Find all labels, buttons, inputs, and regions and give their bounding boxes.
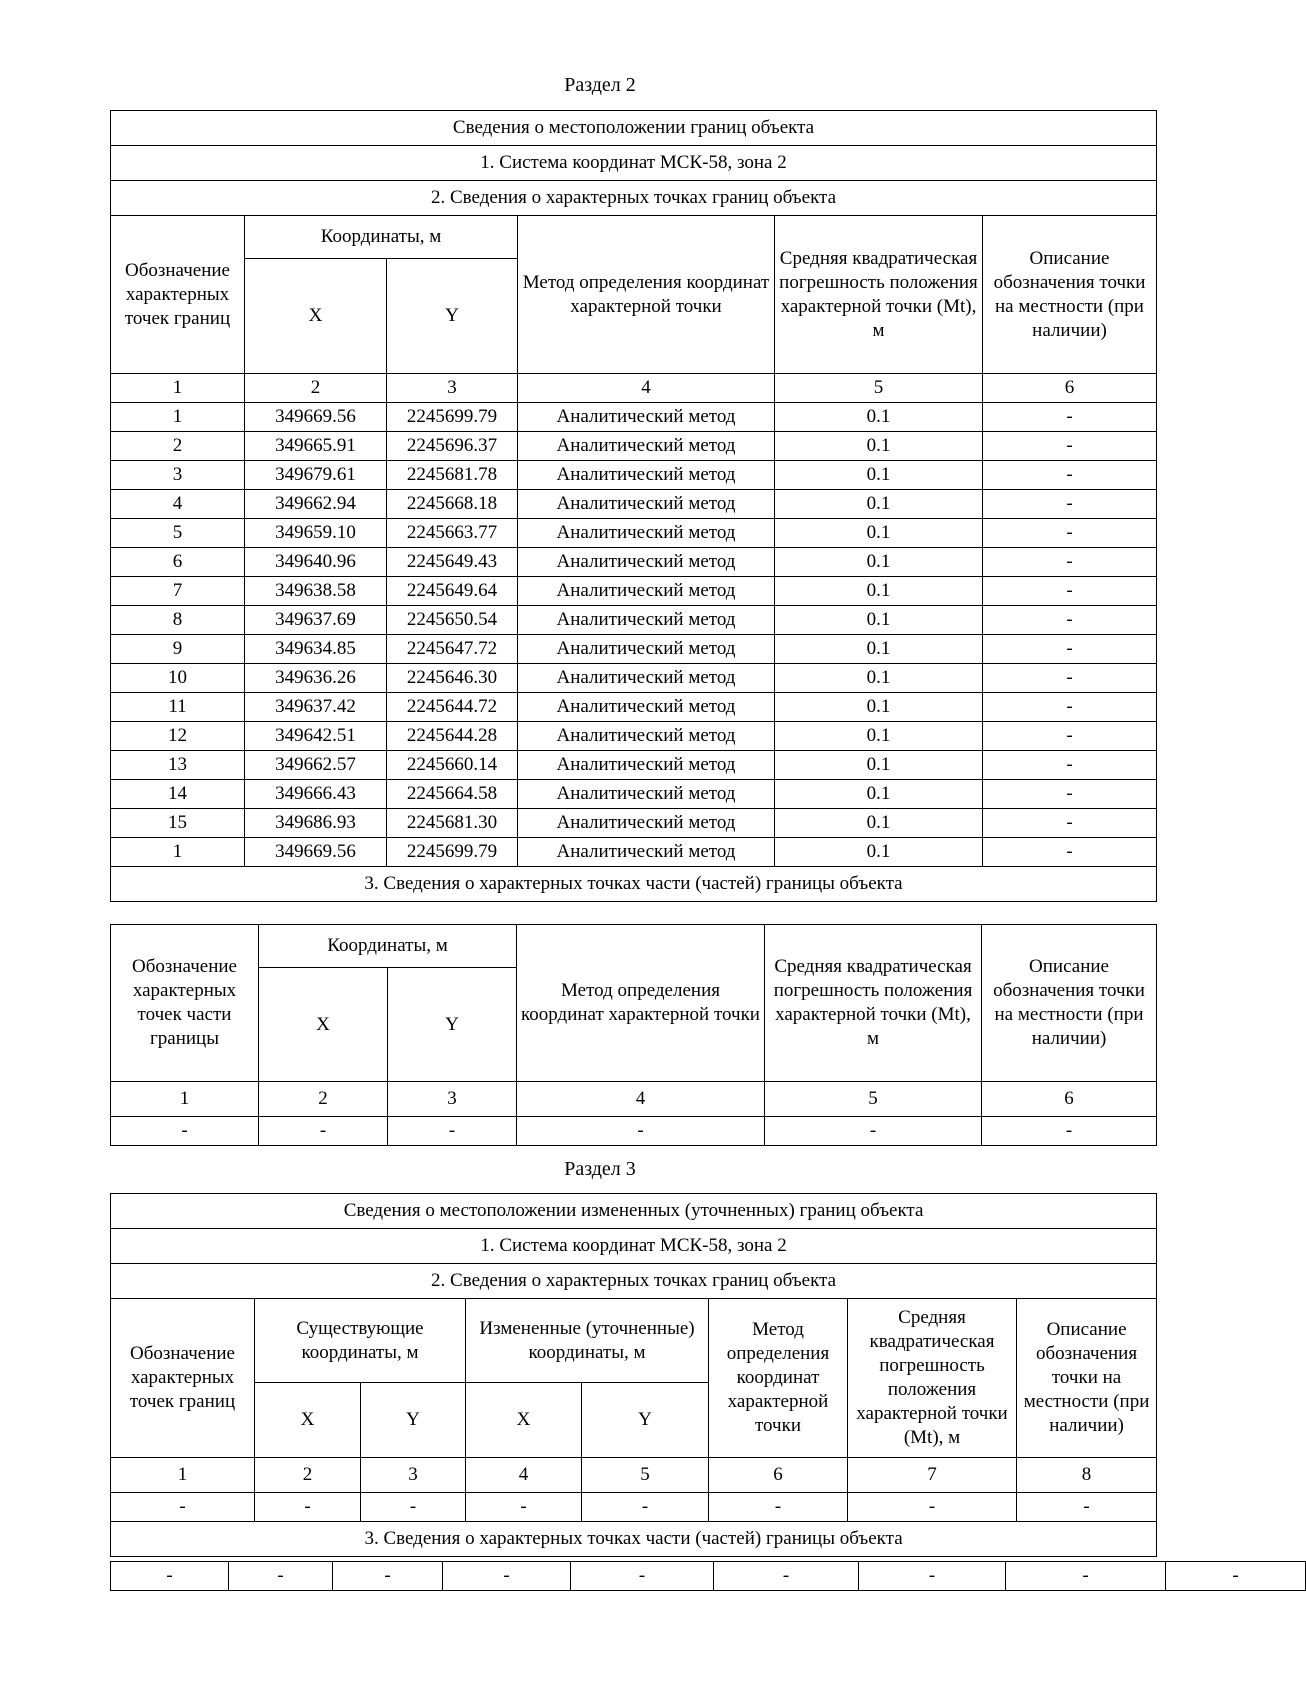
section-3-coord-system: 1. Система координат МСК-58, зона 2 [111,1229,1157,1264]
coord-y: 2245649.43 [387,548,518,577]
s3-cell: - [361,1493,466,1522]
table-row [111,461,1157,490]
s3-part-cell: - [859,1562,1006,1591]
s3-part-cell: - [443,1562,571,1591]
table-row [111,606,1157,635]
table-row [111,809,1157,838]
s3-col-number: 5 [582,1458,709,1493]
s3-header-x-changed: X [466,1383,582,1458]
description: - [983,780,1157,809]
coord-y: 2245699.79 [387,838,518,867]
method: Аналитический метод [518,490,775,519]
header-y: Y [387,259,518,374]
section-2-coord-system: 1. Система координат МСК-58, зона 2 [111,146,1157,181]
description: - [983,403,1157,432]
method: Аналитический метод [518,606,775,635]
point-id: 10 [111,664,245,693]
part-col-number: 6 [982,1082,1157,1117]
coord-y: 2245681.30 [387,809,518,838]
table-row [111,403,1157,432]
table-row [111,838,1157,867]
coord-y: 2245646.30 [387,664,518,693]
s3-part-cell: - [571,1562,714,1591]
s3-header-y-existing: Y [361,1383,466,1458]
s3-col-number: 1 [111,1458,255,1493]
part-cell: - [111,1117,259,1146]
method: Аналитический метод [518,548,775,577]
s3-col-number: 7 [848,1458,1017,1493]
part-col-number: 4 [517,1082,765,1117]
mt-error: 0.1 [775,780,983,809]
description: - [983,606,1157,635]
col-number: 4 [518,374,775,403]
coord-x: 349665.91 [245,432,387,461]
coord-y: 2245681.78 [387,461,518,490]
mt-error: 0.1 [775,519,983,548]
coord-y: 2245699.79 [387,403,518,432]
table-row [111,635,1157,664]
description: - [983,664,1157,693]
s3-cell: - [709,1493,848,1522]
coord-x: 349662.57 [245,751,387,780]
coord-y: 2245664.58 [387,780,518,809]
s3-col-number: 8 [1017,1458,1157,1493]
method: Аналитический метод [518,838,775,867]
section-2-part-table [110,924,1157,1146]
method: Аналитический метод [518,809,775,838]
description: - [983,751,1157,780]
col-number: 5 [775,374,983,403]
header-x: X [245,259,387,374]
coord-x: 349666.43 [245,780,387,809]
s3-cell: - [848,1493,1017,1522]
col-number: 1 [111,374,245,403]
coord-y: 2245663.77 [387,519,518,548]
s3-col-number: 3 [361,1458,466,1493]
coord-x: 349638.58 [245,577,387,606]
point-id: 15 [111,809,245,838]
part-cell: - [765,1117,982,1146]
s3-cell: - [111,1493,255,1522]
point-id: 14 [111,780,245,809]
coord-x: 349669.56 [245,403,387,432]
s3-header-error: Средняя квадратическая погрешность положения характерной точки (Mt), м [848,1299,1017,1458]
section-2-table [110,110,1157,902]
mt-error: 0.1 [775,838,983,867]
header-coords: Координаты, м [245,216,518,259]
coord-y: 2245644.28 [387,722,518,751]
coord-y: 2245644.72 [387,693,518,722]
part-header-coords: Координаты, м [259,925,517,968]
header-designation: Обозначение характерных точек границ [111,216,245,374]
method: Аналитический метод [518,461,775,490]
table-row [111,490,1157,519]
section-3-title: Раздел 3 [564,1158,636,1180]
col-number: 3 [387,374,518,403]
coord-x: 349634.85 [245,635,387,664]
section-2-caption: Сведения о местоположении границ объекта [111,111,1157,146]
s3-header-method: Метод определения координат характерной точки [709,1299,848,1458]
method: Аналитический метод [518,780,775,809]
coord-x: 349637.42 [245,693,387,722]
s3-part-cell: - [333,1562,443,1591]
header-error: Средняя квадратическая погрешность положения характерной точки (Mt), м [775,216,983,374]
description: - [983,490,1157,519]
part-header-y: Y [388,968,517,1082]
mt-error: 0.1 [775,461,983,490]
coord-y: 2245668.18 [387,490,518,519]
part-header-method: Метод определения координат характерной точки [517,925,765,1082]
point-id: 9 [111,635,245,664]
coord-x: 349642.51 [245,722,387,751]
section-3-part-table [110,1561,1306,1591]
point-id: 4 [111,490,245,519]
s3-cell: - [255,1493,361,1522]
description: - [983,693,1157,722]
description: - [983,809,1157,838]
part-cell: - [388,1117,517,1146]
s3-col-number: 2 [255,1458,361,1493]
point-id: 2 [111,432,245,461]
s3-cell: - [1017,1493,1157,1522]
mt-error: 0.1 [775,693,983,722]
part-cell: - [982,1117,1157,1146]
part-col-number: 2 [259,1082,388,1117]
method: Аналитический метод [518,722,775,751]
point-id: 7 [111,577,245,606]
description: - [983,838,1157,867]
section-3-part-title: 3. Сведения о характерных точках части (частей) границы объекта [111,1522,1157,1557]
part-cell: - [517,1117,765,1146]
mt-error: 0.1 [775,664,983,693]
table-row [111,780,1157,809]
method: Аналитический метод [518,432,775,461]
s3-part-cell: - [714,1562,859,1591]
mt-error: 0.1 [775,403,983,432]
mt-error: 0.1 [775,432,983,461]
part-col-number: 1 [111,1082,259,1117]
description: - [983,577,1157,606]
table-row [111,519,1157,548]
table-row [111,664,1157,693]
col-number: 2 [245,374,387,403]
s3-part-cell: - [229,1562,333,1591]
description: - [983,432,1157,461]
s3-part-cell: - [111,1562,229,1591]
method: Аналитический метод [518,403,775,432]
coord-y: 2245650.54 [387,606,518,635]
coord-y: 2245660.14 [387,751,518,780]
mt-error: 0.1 [775,490,983,519]
coord-x: 349637.69 [245,606,387,635]
s3-cell: - [582,1493,709,1522]
part-header-designation: Обозначение характерных точек части границы [111,925,259,1082]
section-3-points-title: 2. Сведения о характерных точках границ объекта [111,1264,1157,1299]
coord-x: 349686.93 [245,809,387,838]
s3-header-designation: Обозначение характерных точек границ [111,1299,255,1458]
s3-col-number: 4 [466,1458,582,1493]
s3-part-cell: - [1166,1562,1306,1591]
mt-error: 0.1 [775,635,983,664]
part-header-description: Описание обозначения точки на местности (при наличии) [982,925,1157,1082]
method: Аналитический метод [518,664,775,693]
point-id: 6 [111,548,245,577]
part-col-number: 5 [765,1082,982,1117]
point-id: 3 [111,461,245,490]
coord-y: 2245696.37 [387,432,518,461]
coord-x: 349662.94 [245,490,387,519]
point-id: 12 [111,722,245,751]
section-3-table [110,1193,1157,1557]
table-row [111,548,1157,577]
part-header-x: X [259,968,388,1082]
coord-x: 349659.10 [245,519,387,548]
s3-header-existing: Существующие координаты, м [255,1299,466,1383]
description: - [983,548,1157,577]
point-id: 8 [111,606,245,635]
s3-part-cell: - [1006,1562,1166,1591]
table-row [111,432,1157,461]
mt-error: 0.1 [775,751,983,780]
method: Аналитический метод [518,693,775,722]
mt-error: 0.1 [775,606,983,635]
part-col-number: 3 [388,1082,517,1117]
point-id: 5 [111,519,245,548]
section-2-points-title: 2. Сведения о характерных точках границ объекта [111,181,1157,216]
col-number: 6 [983,374,1157,403]
method: Аналитический метод [518,751,775,780]
coord-y: 2245647.72 [387,635,518,664]
coord-y: 2245649.64 [387,577,518,606]
description: - [983,519,1157,548]
method: Аналитический метод [518,577,775,606]
point-id: 11 [111,693,245,722]
section-3-caption: Сведения о местоположении измененных (уточненных) границ объекта [111,1194,1157,1229]
table-row [111,751,1157,780]
table-row [111,693,1157,722]
header-description: Описание обозначения точки на местности (при наличии) [983,216,1157,374]
s3-header-y-changed: Y [582,1383,709,1458]
description: - [983,461,1157,490]
table-row [111,577,1157,606]
part-header-error: Средняя квадратическая погрешность положения характерной точки (Mt), м [765,925,982,1082]
s3-cell: - [466,1493,582,1522]
description: - [983,722,1157,751]
coord-x: 349640.96 [245,548,387,577]
point-id: 1 [111,838,245,867]
header-method: Метод определения координат характерной точки [518,216,775,374]
mt-error: 0.1 [775,548,983,577]
s3-col-number: 6 [709,1458,848,1493]
method: Аналитический метод [518,519,775,548]
point-id: 13 [111,751,245,780]
s3-header-changed: Измененные (уточненные) координаты, м [466,1299,709,1383]
mt-error: 0.1 [775,722,983,751]
mt-error: 0.1 [775,809,983,838]
s3-header-x-existing: X [255,1383,361,1458]
description: - [983,635,1157,664]
coord-x: 349636.26 [245,664,387,693]
coord-x: 349669.56 [245,838,387,867]
method: Аналитический метод [518,635,775,664]
table-row [111,722,1157,751]
mt-error: 0.1 [775,577,983,606]
part-cell: - [259,1117,388,1146]
section-2-part-title: 3. Сведения о характерных точках части (частей) границы объекта [111,867,1157,902]
s3-header-description: Описание обозначения точки на местности (при наличии) [1017,1299,1157,1458]
coord-x: 349679.61 [245,461,387,490]
point-id: 1 [111,403,245,432]
section-2-title: Раздел 2 [564,74,636,96]
